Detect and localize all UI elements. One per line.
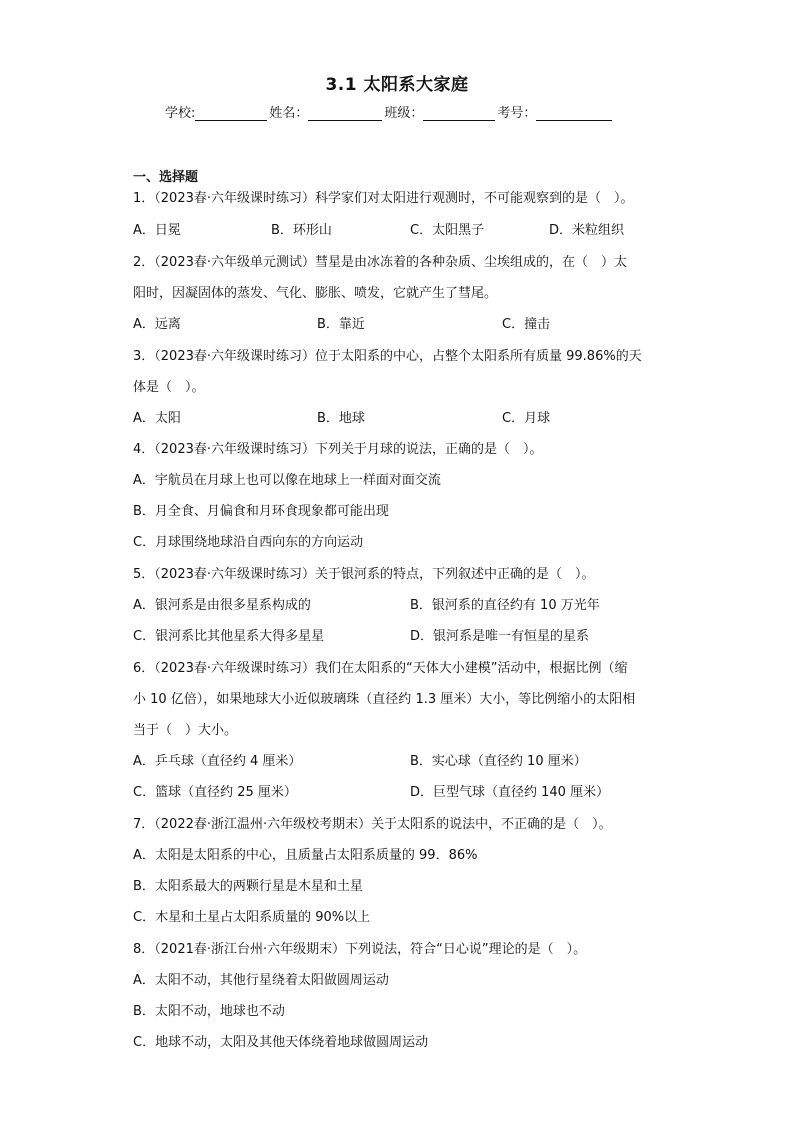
question-8-option-b: B．太阳不动，地球也不动 [133,1004,285,1019]
question-1-line-1: 1．（2023春·六年级课时练习）科学家们对太阳进行观测时，不可能观察到的是（ ）。 [133,191,634,206]
question-1-option-a: A．日冕 [133,223,181,238]
question-8-option-c: C．地球不动，太阳及其他天体绕着地球做圆周运动 [133,1035,429,1050]
school-blank[interactable] [195,105,267,121]
question-7-option-b: B．太阳系最大的两颗行星是木星和土星 [133,879,363,894]
question-6-option-c: C．篮球（直径约 25 厘米） [133,785,297,800]
question-6-option-a: A．乒乓球（直径约 4 厘米） [133,754,302,769]
question-4-option-a: A．宇航员在月球上也可以像在地球上一样面对面交流 [133,473,441,488]
class-blank[interactable] [423,105,495,121]
question-5-line-1: 5．（2023春·六年级课时练习）关于银河系的特点，下列叙述中正确的是（ ）。 [133,567,595,582]
question-6-line-1: 6．（2023春·六年级课时练习）我们在太阳系的“天体大小建模”活动中，根据比例（缩 [133,661,628,676]
student-info-row [165,101,614,121]
question-6-line-2: 小 10 亿倍），如果地球大小近似玻璃珠（直径约 1.3 厘米）大小，等比例缩小的太阳相 [133,692,636,707]
name-label: 姓名： [269,106,309,121]
question-4-line-1: 4．（2023春·六年级课时练习）下列关于月球的说法，正确的是（ ）。 [133,442,543,457]
question-3-option-a: A．太阳 [133,411,181,426]
exam-number-label: 考号： [497,106,537,121]
question-2-option-c: C．撞击 [502,317,551,332]
question-7-option-a: A．太阳是太阳系的中心，且质量占太阳系质量的 99．86% [133,848,478,863]
question-4-option-c: C．月球围绕地球沿自西向东的方向运动 [133,535,364,550]
question-3-line-2: 体是（ ）。 [133,380,205,395]
question-2-option-a: A．远离 [133,317,181,332]
question-6-option-b: B．实心球（直径约 10 厘米） [410,754,587,769]
question-2-option-b: B．靠近 [317,317,365,332]
question-3-option-b: B．地球 [317,411,365,426]
question-1-option-b: B．环形山 [271,223,332,238]
question-3-option-c: C．月球 [502,411,551,426]
question-2-line-1: 2．（2023春·六年级单元测试）彗星是由冰冻着的各种杂质、尘埃组成的，在（ ）太 [133,255,627,270]
question-4-option-b: B．月全食、月偏食和月环食现象都可能出现 [133,504,389,519]
question-6-option-d: D．巨型气球（直径约 140 厘米） [410,785,610,800]
question-1-option-c: C．太阳黑子 [410,223,485,238]
question-7-line-1: 7．（2022春·浙江温州·六年级校考期末）关于太阳系的说法中，不正确的是（ ）。 [133,817,612,832]
name-blank[interactable] [308,105,382,121]
question-5-option-a: A．银河系是由很多星系构成的 [133,598,311,613]
question-5-option-b: B．银河系的直径约有 10 万光年 [410,598,600,613]
page-title: 3.1 太阳系大家庭 [325,75,469,95]
question-7-option-c: C．木星和土星占太阳系质量的 90%以上 [133,910,371,925]
question-6-line-3: 当于（ ）大小。 [133,723,238,738]
question-1-option-d: D．米粒组织 [549,223,625,238]
question-5-option-c: C．银河系比其他星系大得多星星 [133,629,325,644]
question-5-option-d: D．银河系是唯一有恒星的星系 [410,629,590,644]
question-8-line-1: 8．（2021春·浙江台州·六年级期末）下列说法，符合“日心说”理论的是（ ）。 [133,942,587,957]
question-8-option-a: A．太阳不动，其他行星绕着太阳做圆周运动 [133,973,389,988]
class-label: 班级： [384,106,424,121]
question-3-line-1: 3．（2023春·六年级课时练习）位于太阳系的中心，占整个太阳系所有质量 99.86%的天 [133,349,642,364]
section-title: 一、选择题 [133,170,199,185]
school-label: 学校: [165,106,196,121]
exam-number-blank[interactable] [536,105,612,121]
question-2-line-2: 阳时，因凝固体的蒸发、气化、膨胀、喷发，它就产生了彗尾。 [133,286,498,301]
